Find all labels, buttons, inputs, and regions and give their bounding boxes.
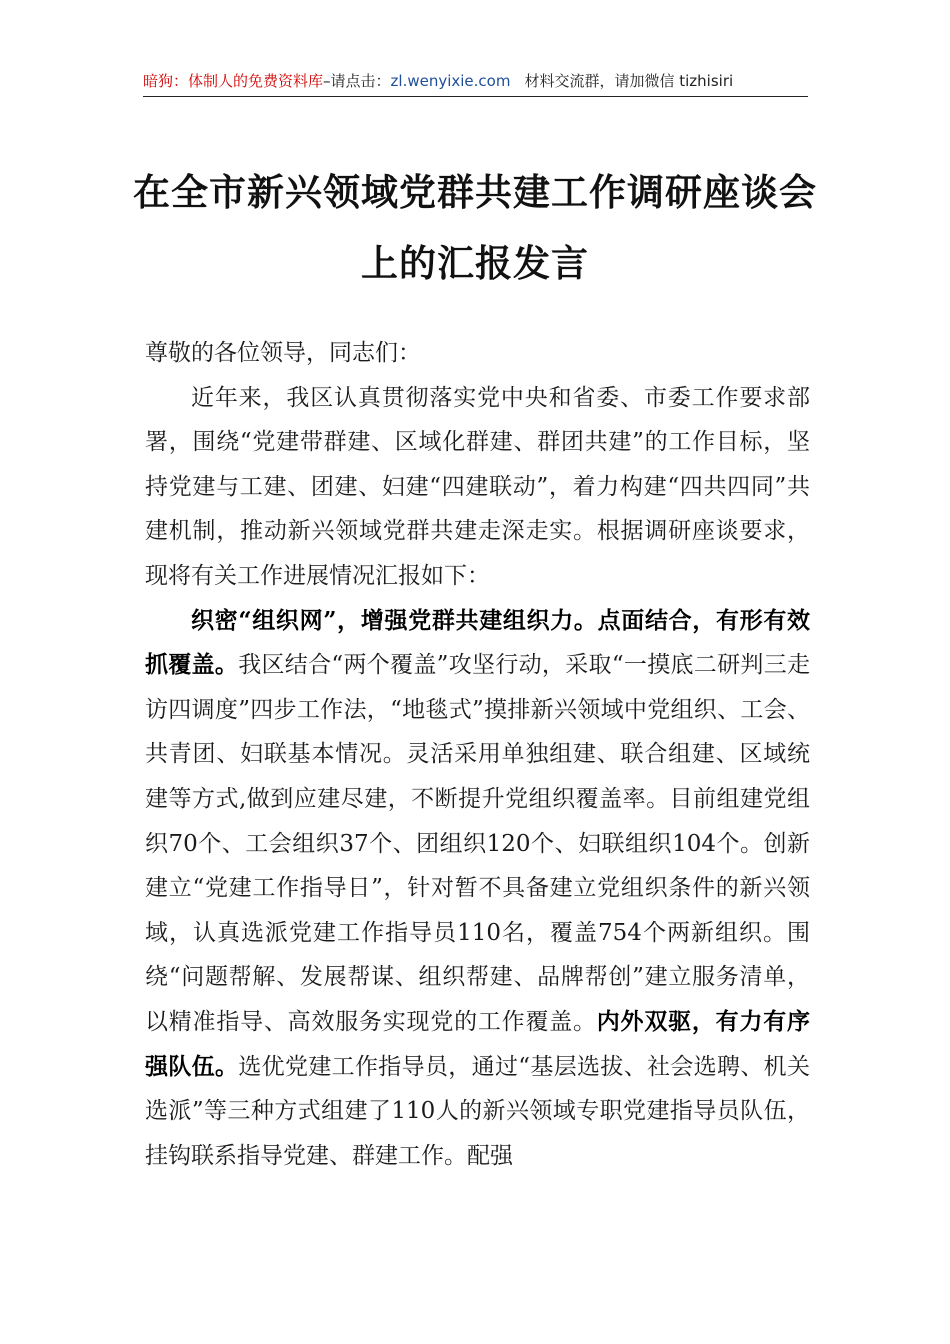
document-body — [145, 331, 810, 1178]
header-url-link[interactable]: zl.wenyixie.com — [390, 72, 511, 90]
header-click-prompt: –请点击： — [323, 72, 391, 90]
subsection-2-text: 选优党建工作指导员，通过“基层选拔、社会选聘、机关选派”等三种方式组建了110人的新兴领域专职党建指导员队伍，挂钩联系指导党建、群建工作。配强 — [145, 1053, 811, 1169]
section-1-paragraph — [145, 599, 810, 1179]
header-wechat-note: 材料交流群，请加微信 tizhisiri — [524, 72, 734, 90]
document-title-line-1: 在全市新兴领域党群共建工作调研座谈会 — [133, 170, 817, 214]
page-header — [143, 66, 808, 97]
subsection-1-text: 我区结合“两个覆盖”攻坚行动，采取“一摸底二研判三走访四调度”四步工作法，“地毯式”摸排新兴领域中党组织、工会、共青团、妇联基本情况。灵活采用单独组建、联合组建、区域统建等方式,做到应建尽建，不断提升党组织覆盖率。目前组建党组织70个、工会组织37个、团组织120个、妇联组织104个。创新建立“党建工作指导日”，针对暂不具备建立党组织条件的新兴领域，认真选派党建工作指导员110名，覆盖754个两新组织。围绕“问题帮解、发展帮谋、组织帮建、品牌帮创”建立服务清单，以精准指导、高效服务实现党的工作覆盖。 — [145, 652, 810, 1035]
intro-paragraph: 近年来，我区认真贯彻落实党中央和省委、市委工作要求部署，围绕“党建带群建、区域化群建、群团共建”的工作目标，坚持党建与工建、团建、妇建“四建联动”，着力构建“四共四同”共建机制，推动新兴领域党群共建走深走实。根据调研座谈要求，现将有关工作进展情况汇报如下： — [145, 384, 810, 589]
section-1-heading: 织密“组织网”，增强党群共建组织力。 — [191, 606, 598, 634]
salutation: 尊敬的各位领导，同志们： — [145, 340, 421, 366]
document-title-line-2: 上的汇报发言 — [361, 241, 589, 285]
subsection-2-heading: 内外双驱，有力有序强队伍。 — [145, 1007, 811, 1080]
subsection-1-heading: 点面结合，有形有效抓覆盖。 — [145, 606, 811, 679]
header-site-name: 暗狗：体制人的免费资料库 — [143, 72, 324, 90]
